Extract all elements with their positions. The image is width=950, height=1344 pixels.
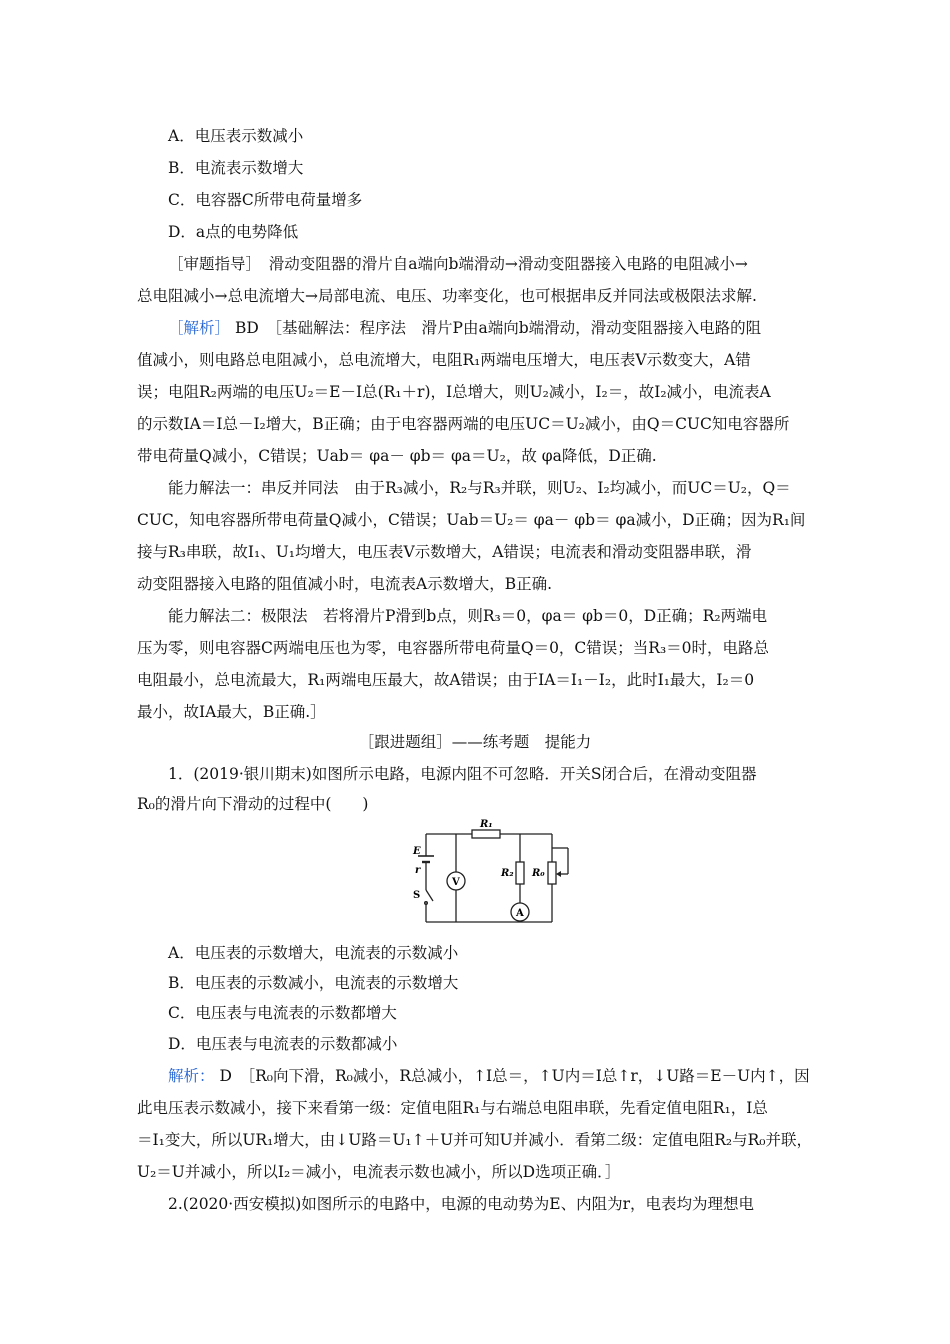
method2-line-2: 压为零，则电容器C两端电压也为零，电容器所带电荷量Q＝0，C错误；当R₃＝0时，电路总	[137, 639, 770, 657]
method1-line-4: 动变阻器接入电路的阻值减小时，电流表A示数增大，B正确.	[137, 575, 553, 593]
analysis-line-4: 的示数IA＝I总－I₂增大，B正确；由于电容器两端的电压UC＝U₂减小，由Q＝CUC知电容器所	[137, 415, 790, 433]
slider-arrow	[556, 871, 561, 877]
guide-line-1: ［审题指导］ 滑动变阻器的滑片自a端向b端滑动→滑动变阻器接入电路的电阻减小→	[168, 255, 748, 273]
q0-option-c: C．电容器C所带电荷量增多	[168, 191, 363, 209]
rheostat-r0	[548, 862, 556, 884]
analysis-text: BD ［基础解法：程序法 滑片P由a端向b端滑动，滑动变阻器接入电路的阻	[234, 319, 762, 337]
circuit-diagram	[410, 818, 580, 934]
label-e: E	[413, 846, 421, 857]
q1-option-c: C．电压表与电流表的示数都增大	[168, 1004, 397, 1022]
method2-line-4: 最小，故IA最大，B正确.］	[137, 703, 326, 721]
section-title: ［跟进题组］——练考题 提能力	[358, 733, 592, 751]
q1-option-b: B．电压表的示数减小，电流表的示数增大	[168, 974, 459, 992]
q1-analysis-text: D ［R₀向下滑，R₀减小，R总减小，↑I总＝，↑U内＝I总↑r，↓U路＝E－U内↑，因	[219, 1067, 810, 1085]
q0-option-a: A．电压表示数减小	[168, 127, 304, 145]
q1-option-d: D．电压表与电流表的示数都减小	[168, 1035, 398, 1053]
analysis-line-2: 值减小，则电路总电阻减小，总电流增大，电阻R₁两端电压增大，电压表V示数变大，A错	[137, 351, 751, 369]
analysis-line-3: 误；电阻R₂两端的电压U₂＝E－I总(R₁＋r)，I总增大，则U₂减小，I₂＝，故I₂减小，电流表A	[137, 383, 771, 401]
q1-line-2: R₀的滑片向下滑动的过程中( )	[137, 795, 369, 813]
resistor-r2	[516, 862, 524, 884]
q1-line-1: 1．(2019·银川期末)如图所示电路，电源内阻不可忽略．开关S闭合后，在滑动变阻器	[168, 765, 757, 783]
method1-line-3: 接与R₃串联，故I₁、U₁均增大，电压表V示数增大，A错误；电流表和滑动变阻器串联，滑	[137, 543, 752, 561]
analysis-line-1	[168, 318, 761, 338]
q1-analysis-line-4: U₂＝U并减小，所以I₂＝减小，电流表示数也减小，所以D选项正确．］	[137, 1163, 621, 1181]
method1-line-1: 能力解法一：串反并同法 由于R₃减小，R₂与R₃并联，则U₂、I₂均减小，而UC＝U₂，Q＝	[168, 479, 791, 497]
q2-line-1: 2.(2020·西安模拟)如图所示的电路中，电源的电动势为E、内阻为r，电表均为理想电	[168, 1195, 754, 1213]
label-r: r	[415, 865, 421, 876]
label-s: S	[413, 890, 421, 901]
label-a: A	[516, 908, 524, 919]
resistor-r1	[472, 830, 500, 838]
q1-option-a: A．电压表的示数增大，电流表的示数减小	[168, 944, 459, 962]
q0-option-b: B．电流表示数增大	[168, 159, 304, 177]
label-r2: R₂	[501, 868, 514, 879]
label-r0: R₀	[532, 868, 545, 879]
q1-analysis-label: 解析：	[168, 1067, 215, 1085]
q1-analysis-line-2: 此电压表示数减小，接下来看第一级：定值电阻R₁与右端总电阻串联，先看定值电阻R₁，I总	[137, 1099, 768, 1117]
label-r1: R₁	[480, 819, 493, 830]
q0-option-d: D．a点的电势降低	[168, 223, 299, 241]
method2-line-3: 电阻最小，总电流最大，R₁两端电压最大，故A错误；由于IA＝I₁－I₂，此时I₁最大，I₂＝0	[137, 671, 755, 689]
method1-line-2: CUC，知电容器所带电荷量Q减小，C错误；Uab＝U₂＝ φa－ φb＝ φa减小，D正确；因为R₁间	[137, 511, 806, 529]
method2-line-1: 能力解法二：极限法 若将滑片P滑到b点，则R₃＝0，φa＝ φb＝0，D正确；R₂两端电	[168, 607, 768, 625]
q1-analysis-line-1	[168, 1066, 810, 1086]
analysis-label: ［解析］	[168, 319, 231, 337]
guide-line-2: 总电阻减小→总电流增大→局部电流、电压、功率变化，也可根据串反并同法或极限法求解.	[137, 287, 757, 305]
analysis-line-5: 带电荷量Q减小，C错误；Uab＝ φa－ φb＝ φa＝U₂，故 φa降低，D正确.	[137, 447, 657, 465]
q1-analysis-line-3: ＝I₁变大，所以UR₁增大，由↓U路＝U₁↑＋U并可知U并减小．看第二级：定值电阻R₂与R₀并联，	[137, 1131, 812, 1149]
label-v: V	[452, 877, 460, 888]
